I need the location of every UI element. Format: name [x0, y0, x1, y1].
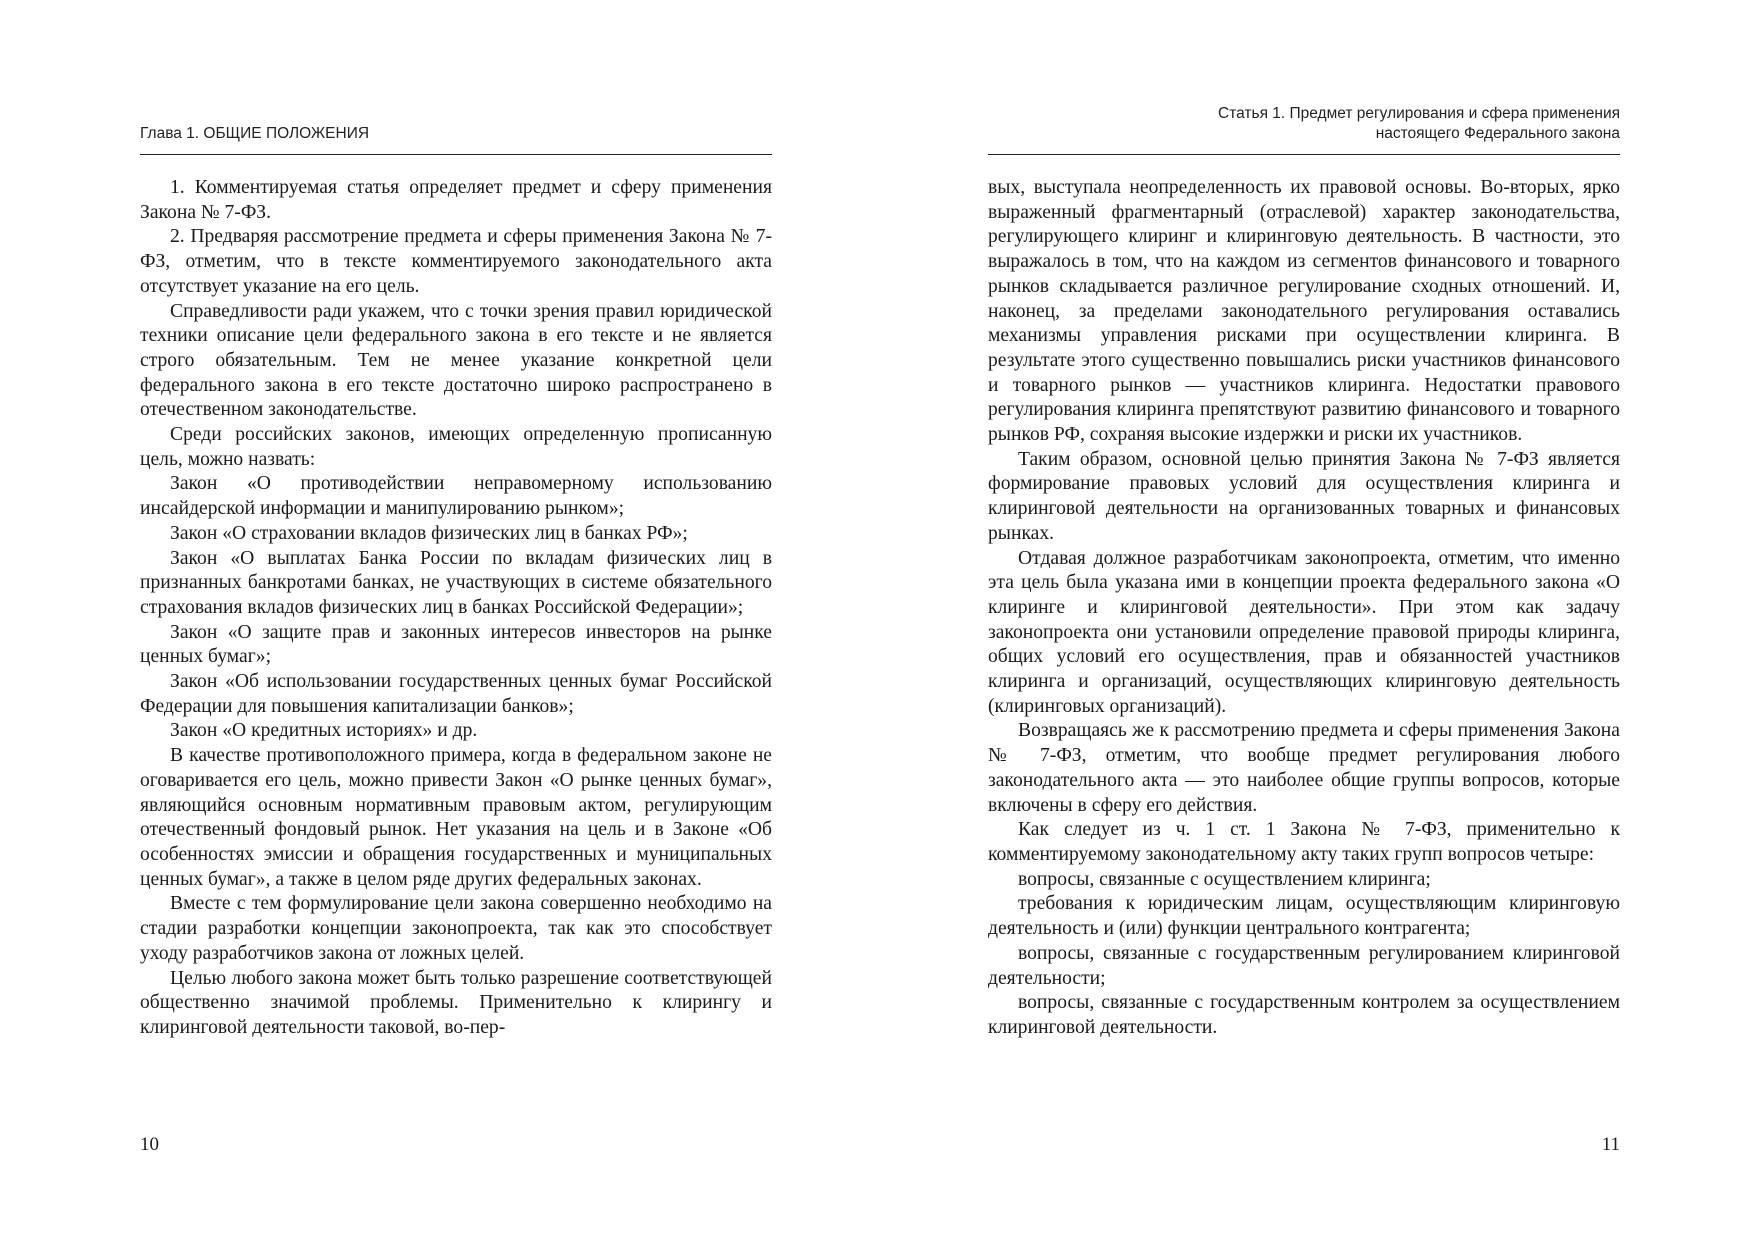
left-page	[140, 0, 772, 1241]
body-text-left	[140, 176, 772, 1041]
paragraph: Целью любого закона может быть только разрешение соответствующей общественно значимой проблемы. Применительно к клирингу и клиринговой деятельности таковой, во-пер-	[140, 967, 772, 1038]
list-item: Закон «О выплатах Банка России по вкладам физических лиц в признанных банкротами банках, не участвующих в системе обязательного страхования вкладов физических лиц в банках Российской Федерации»;	[140, 547, 772, 618]
paragraph: Отдавая должное разработчикам законопроекта, отметим, что именно эта цель была указана ими в концепции проекта федерального закона «О клиринге и клиринговой деятельности». При этом как задачу законопроекта они установили определение правовой природы клиринга, общих условий его осуществления, прав и обязанностей участников клиринга и организаций, осуществляющих клиринговую деятельность (клиринговых организаций).	[988, 547, 1620, 717]
article-title-line-1: Статья 1. Предмет регулирования и сфера применения	[1218, 105, 1620, 122]
paragraph: Вместе с тем формулирование цели закона совершенно необходимо на стадии разработки концепции законопроекта, так как это способствует уходу разработчиков закона от ложных целей.	[140, 893, 772, 964]
paragraph-continued: вых, выступала неопределенность их правовой основы. Во-вторых, ярко выраженный фрагментарный (отраслевой) характер законодательства, регулирующего клиринг и клиринговую деятельность. В частности, это выражалось в том, что на каждом из сегментов финансового и товарного рынков складывается различное регулирование сходных отношений. И, наконец, за пределами законодательного регулирования оставались механизмы управления рисками при осуществлении клиринга. В результате этого существенно повышались риски участников финансового и товарного рынков — участников клиринга. Недостатки правового регулирования клиринга препятствуют развитию финансового и товарного рынков РФ, сохраняя высокие издержки и риски их участников.	[988, 177, 1620, 446]
paragraph: 2. Предваряя рассмотрение предмета и сферы применения Закона № 7-ФЗ, отметим, что в тексте комментируемого законодательного акта отсутствует указание на его цель.	[140, 226, 772, 297]
list-item: Закон «О страховании вкладов физических лиц в банках РФ»;	[170, 522, 688, 544]
list-item: вопросы, связанные с государственным регулированием клиринговой деятельности;	[988, 942, 1620, 989]
list-item: Закон «О противодействии неправомерному использованию инсайдерской информации и манипулированию рынком»;	[140, 473, 772, 520]
list-item: Закон «Об использовании государственных ценных бумаг Российской Федерации для повышения капитализации банков»;	[140, 671, 772, 717]
page-number-right: 11	[1601, 1134, 1620, 1155]
paragraph: 1. Комментируемая статья определяет предмет и сферу применения Закона № 7-ФЗ.	[140, 177, 772, 223]
header-rule	[140, 154, 772, 155]
article-title-line-2: настоящего Федерального закона	[1375, 125, 1620, 142]
running-head-right	[988, 100, 1620, 148]
chapter-title: Глава 1. ОБЩИЕ ПОЛОЖЕНИЯ	[140, 125, 370, 142]
list-item: требования к юридическим лицам, осуществляющим клиринговую деятельность и (или) функции центрального контрагента;	[988, 893, 1620, 940]
page-number-left: 10	[140, 1134, 159, 1155]
paragraph: Справедливости ради укажем, что с точки зрения правил юридической техники описание цели федерального закона в его тексте и не является строго обязательным. Тем не менее указание конкретной цели федерального закона в его тексте достаточно широко распространено в отечественном законодательстве.	[140, 300, 772, 421]
list-item: вопросы, связанные с государственным контролем за осуществлением клиринговой деятельности.	[988, 992, 1620, 1038]
paragraph: В качестве противоположного примера, когда в федеральном законе не оговаривается его цель, можно привести Закон «О рынке ценных бумаг», являющийся основным нормативным правовым актом, регулирующим отечественный фондовый рынок. Нет указания на цель и в Законе «Об особенностях эмиссии и обращения государственных и муниципальных ценных бумаг», а также в целом ряде других федеральных законах.	[140, 745, 772, 890]
body-text-right	[988, 176, 1620, 1041]
list-item: вопросы, связанные с осуществлением клиринга;	[1018, 868, 1431, 890]
paragraph: Таким образом, основной целью принятия Закона № 7-ФЗ является формирование правовых условий для осуществления клиринга и клиринговой деятельности на организованных товарных и финансовых рынках.	[988, 448, 1620, 544]
list-item: Закон «О защите прав и законных интересов инвесторов на рынке ценных бумаг»;	[140, 621, 772, 668]
paragraph: Как следует из ч. 1 ст. 1 Закона № 7-ФЗ, применительно к комментируемому законодательному акту таких групп вопросов четыре:	[988, 819, 1620, 865]
running-head-left	[140, 100, 772, 148]
article-title	[1218, 104, 1620, 144]
paragraph: Среди российских законов, имеющих определенную прописанную цель, можно назвать:	[140, 424, 772, 470]
right-page	[988, 0, 1620, 1241]
paragraph: Возвращаясь же к рассмотрению предмета и сферы применения Закона № 7-ФЗ, отметим, что вообще предмет регулирования любого законодательного акта — это наиболее общие группы вопросов, которые включены в сферу его действия.	[988, 720, 1620, 816]
list-item: Закон «О кредитных историях» и др.	[170, 720, 478, 742]
header-rule	[988, 154, 1620, 155]
